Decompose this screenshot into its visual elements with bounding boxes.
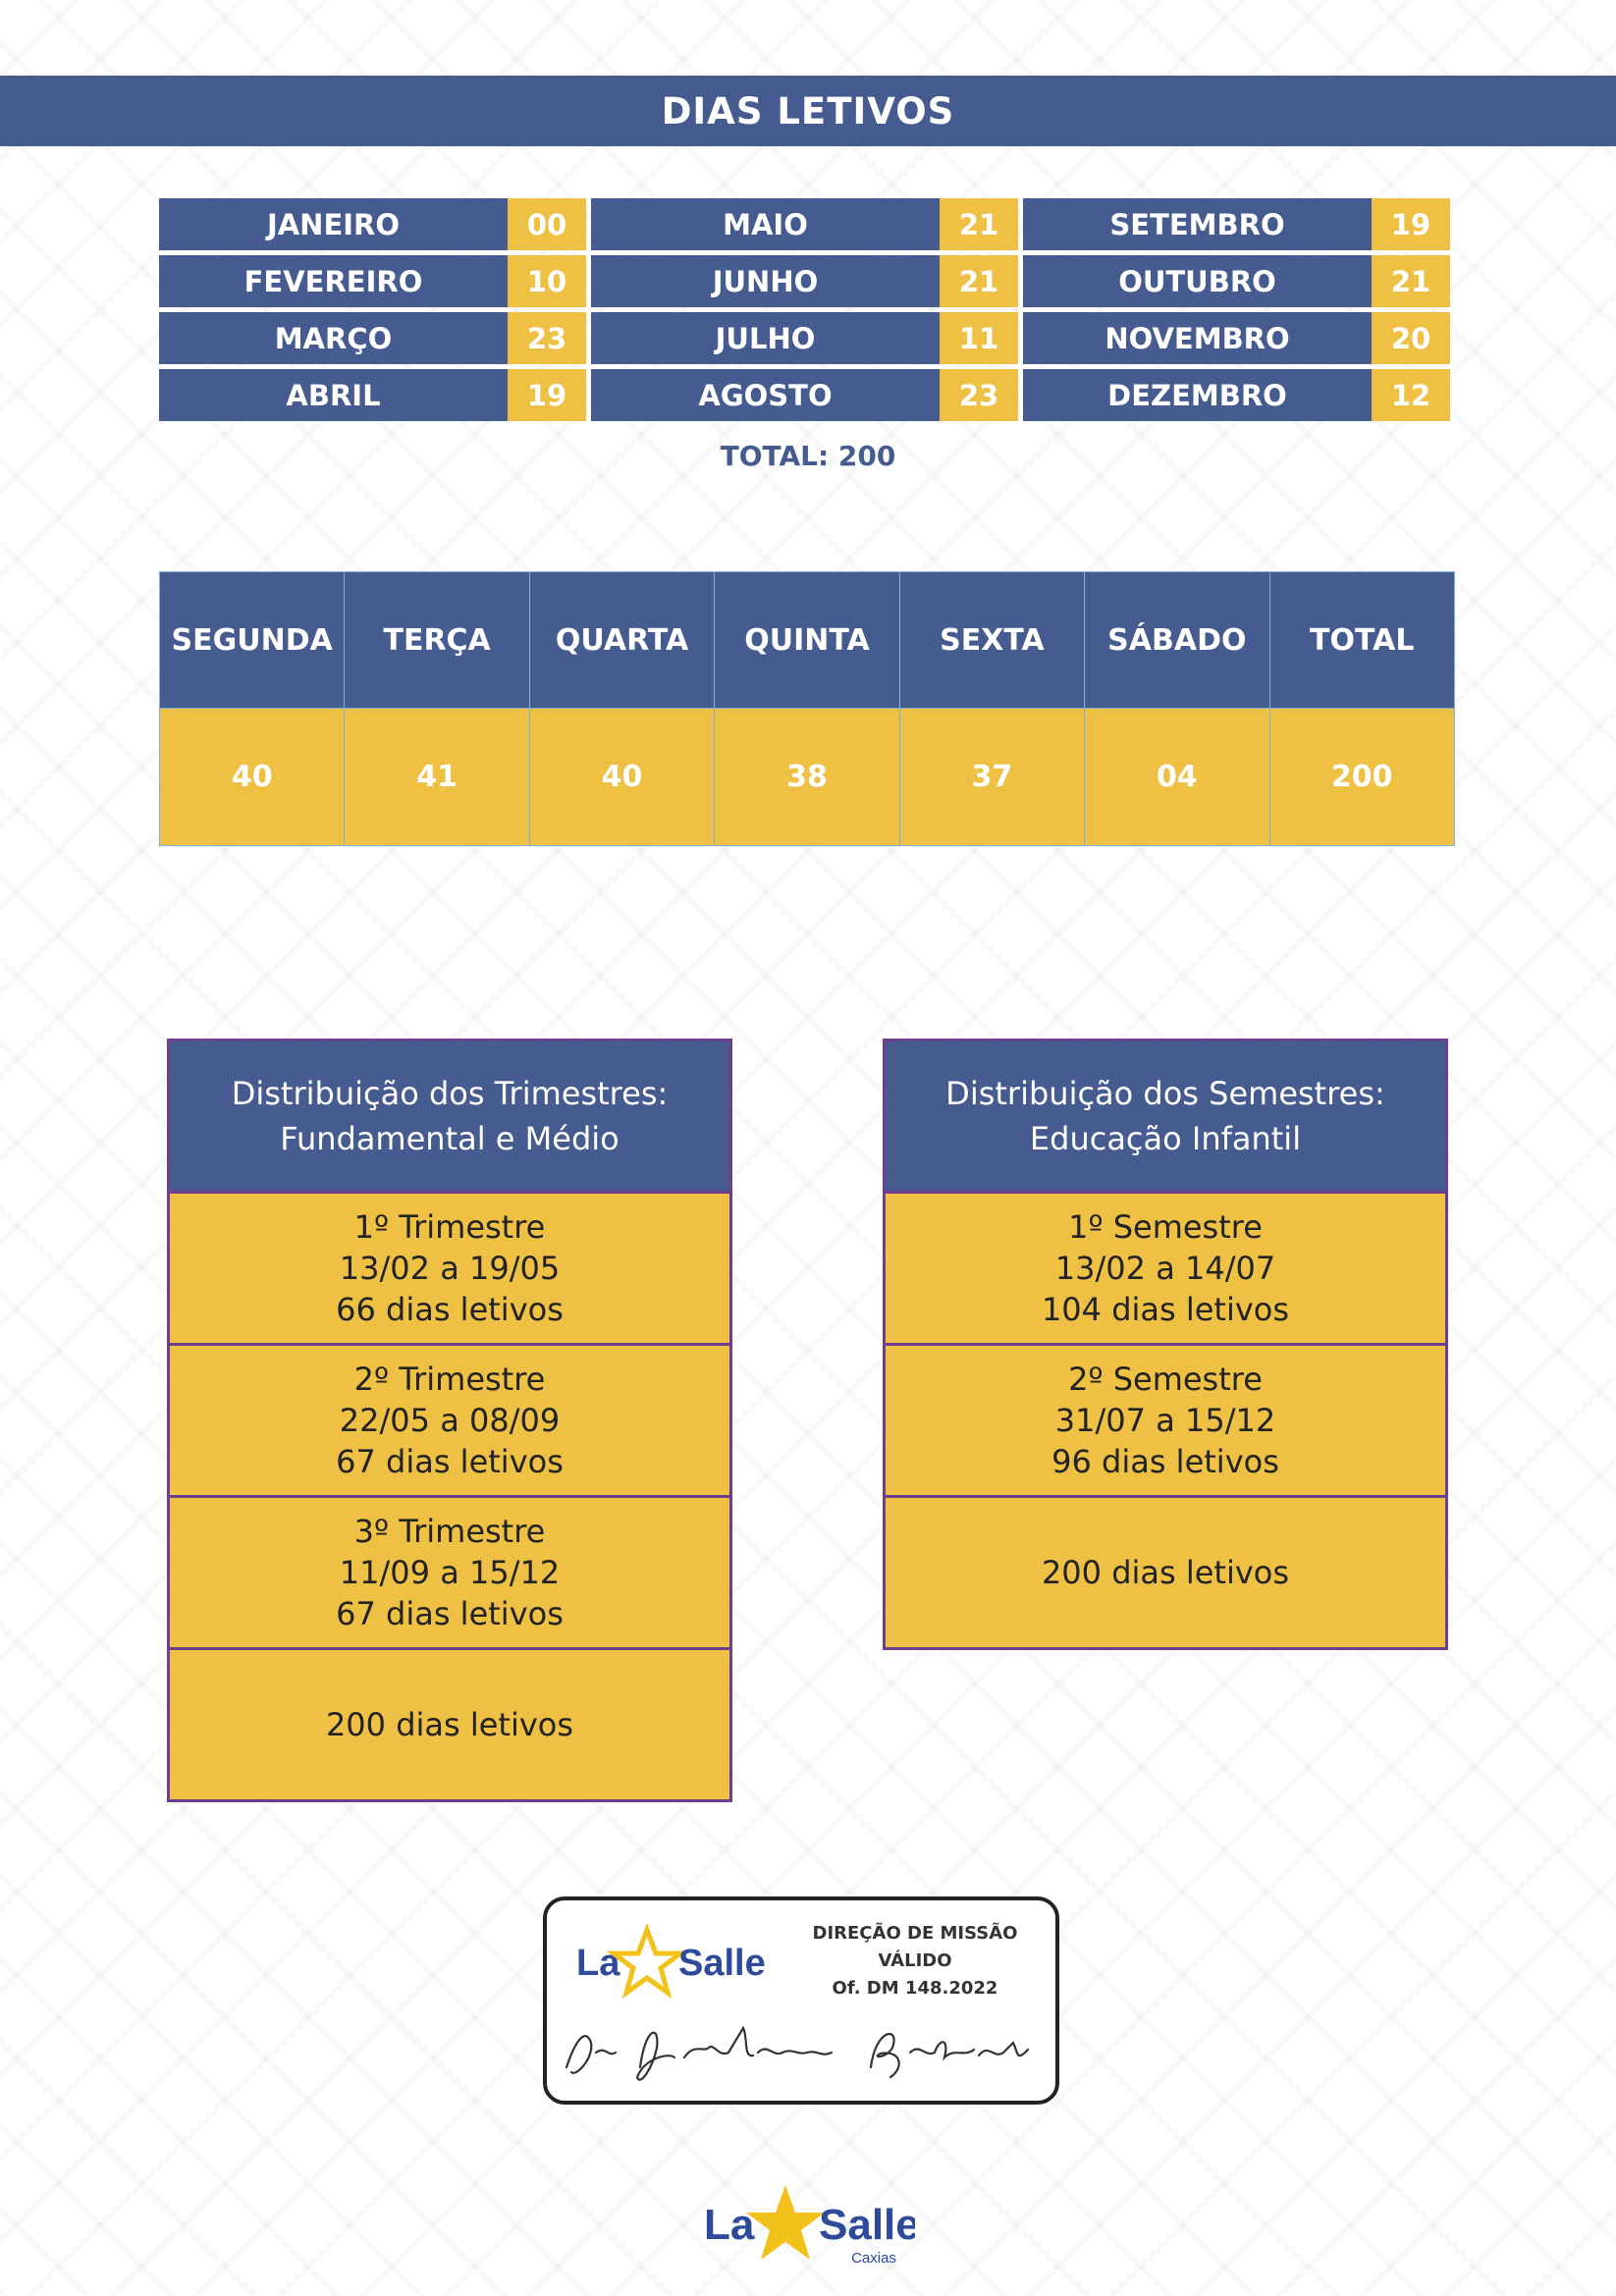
trimestres-period-line: 200 dias letivos — [325, 1706, 574, 1743]
month-row — [159, 369, 1455, 421]
trimestres-header-line: Fundamental e Médio — [280, 1120, 619, 1157]
semestres-box — [883, 1039, 1448, 1650]
month-days: 19 — [508, 369, 586, 421]
stamp-text — [792, 1920, 1038, 2002]
month-days: 21 — [1372, 255, 1450, 307]
stamp-line: VÁLIDO — [878, 1950, 952, 1971]
trimestres-header — [170, 1041, 729, 1191]
month-name: JANEIRO — [159, 198, 508, 250]
weekday-value: 41 — [345, 709, 529, 845]
semestres-period-line: 13/02 a 14/07 — [1054, 1250, 1276, 1287]
month-days: 21 — [940, 198, 1018, 250]
trimestres-period-line: 67 dias letivos — [336, 1443, 564, 1480]
trimestres-period-line: 11/09 a 15/12 — [339, 1554, 561, 1591]
trimestres-period-line: 67 dias letivos — [336, 1595, 564, 1632]
star-icon — [746, 2185, 825, 2260]
weekday-header: SEGUNDA — [160, 572, 345, 709]
month-row — [159, 198, 1455, 250]
star-icon — [614, 1930, 680, 1993]
footer-logo-right: Salle — [819, 2201, 915, 2249]
stamp-line: DIREÇÃO DE MISSÃO — [812, 1923, 1018, 1944]
month-name: OUTUBRO — [1023, 255, 1372, 307]
semestres-header-line: Educação Infantil — [1029, 1120, 1302, 1157]
month-days: 21 — [940, 255, 1018, 307]
month-days: 23 — [940, 369, 1018, 421]
validation-stamp — [543, 1896, 1059, 2105]
footer-logo-sub: Caxias — [851, 2250, 896, 2267]
month-name: DEZEMBRO — [1023, 369, 1372, 421]
trimestres-period-line: 3º Trimestre — [353, 1513, 546, 1550]
month-name: JULHO — [591, 312, 940, 364]
trimestres-period-line: 1º Trimestre — [353, 1208, 546, 1246]
trimestres-period-cell — [170, 1650, 729, 1799]
semestres-period-line: 104 dias letivos — [1041, 1291, 1290, 1328]
trimestres-period-line: 13/02 a 19/05 — [339, 1250, 561, 1287]
semestres-period-cell — [886, 1498, 1445, 1647]
month-days: 11 — [940, 312, 1018, 364]
weekday-header-row — [160, 572, 1454, 709]
month-name: JUNHO — [591, 255, 940, 307]
trimestres-period-line: 22/05 a 08/09 — [339, 1402, 561, 1439]
weekday-header: QUINTA — [715, 572, 899, 709]
weekday-value: 40 — [160, 709, 345, 845]
month-name: ABRIL — [159, 369, 508, 421]
trimestres-box — [167, 1039, 732, 1802]
stamp-logo-right: Salle — [678, 1943, 766, 1984]
handwritten-signature — [547, 1999, 1057, 2097]
total-days-label: TOTAL: 200 — [720, 440, 896, 472]
month-days: 12 — [1372, 369, 1450, 421]
weekday-value: 38 — [715, 709, 899, 845]
trimestres-period-cell — [170, 1346, 729, 1495]
month-name: MARÇO — [159, 312, 508, 364]
month-name: MAIO — [591, 198, 940, 250]
month-row — [159, 312, 1455, 364]
page-title: DIAS LETIVOS — [661, 89, 955, 133]
semestres-header — [886, 1041, 1445, 1191]
semestres-period-line: 1º Semestre — [1068, 1208, 1263, 1246]
trimestres-period-cell — [170, 1498, 729, 1647]
semestres-header-line: Distribuição dos Semestres: — [945, 1075, 1385, 1112]
month-name: FEVEREIRO — [159, 255, 508, 307]
semestres-period-line: 200 dias letivos — [1041, 1554, 1290, 1591]
stamp-line: Of. DM 148.2022 — [832, 1978, 998, 1999]
month-row — [159, 255, 1455, 307]
semestres-period-cell — [886, 1346, 1445, 1495]
weekday-header: TOTAL — [1270, 572, 1454, 709]
footer-logo — [699, 2185, 915, 2282]
weekday-header: SEXTA — [900, 572, 1085, 709]
semestres-period-cell — [886, 1194, 1445, 1343]
weekday-value: 37 — [900, 709, 1085, 845]
month-days: 23 — [508, 312, 586, 364]
weekday-header: QUARTA — [530, 572, 715, 709]
weekday-header: SÁBADO — [1085, 572, 1269, 709]
weekday-value: 200 — [1330, 760, 1393, 794]
stamp-logo-left: La — [576, 1943, 620, 1984]
page-title-bar — [0, 76, 1616, 146]
trimestres-period-line: 66 dias letivos — [336, 1291, 564, 1328]
trimestres-period-cell — [170, 1194, 729, 1343]
month-days: 00 — [508, 198, 586, 250]
trimestres-period-line: 2º Trimestre — [353, 1361, 546, 1398]
weekday-value: 04 — [1085, 709, 1269, 845]
semestres-period-line: 31/07 a 15/12 — [1054, 1402, 1276, 1439]
weekday-values-row — [160, 709, 1454, 845]
month-name: NOVEMBRO — [1023, 312, 1372, 364]
month-name: SETEMBRO — [1023, 198, 1372, 250]
weekday-header: TERÇA — [345, 572, 529, 709]
weekday-value: 40 — [530, 709, 715, 845]
month-name: AGOSTO — [591, 369, 940, 421]
weekday-table — [159, 571, 1455, 846]
month-days: 10 — [508, 255, 586, 307]
month-days: 20 — [1372, 312, 1450, 364]
trimestres-header-line: Distribuição dos Trimestres: — [231, 1075, 669, 1112]
month-days: 19 — [1372, 198, 1450, 250]
semestres-period-line: 2º Semestre — [1068, 1361, 1263, 1398]
months-grid — [159, 198, 1455, 426]
stamp-logo — [576, 1924, 782, 2006]
footer-logo-left: La — [704, 2201, 755, 2249]
semestres-period-line: 96 dias letivos — [1051, 1443, 1279, 1480]
